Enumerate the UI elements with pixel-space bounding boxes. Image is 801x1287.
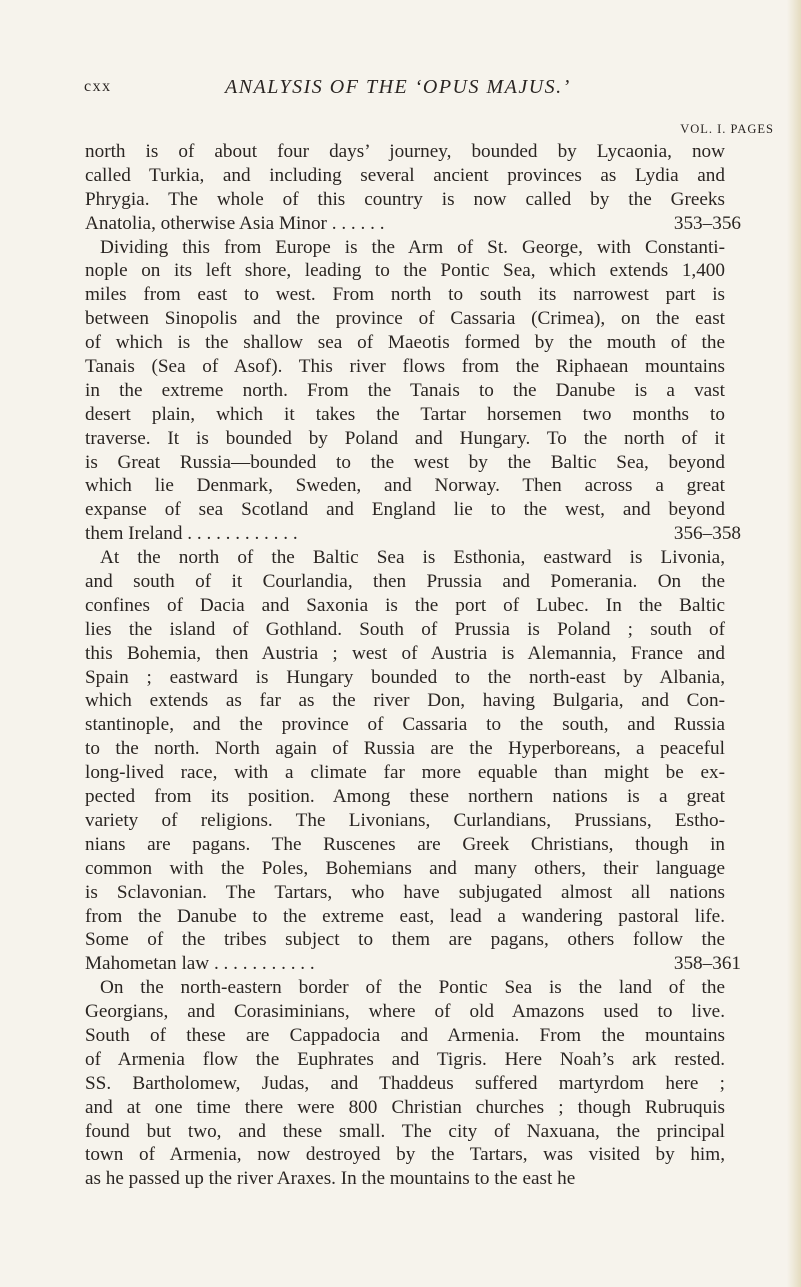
line-text: long-lived race, with a climate far more equable than might be ex-	[85, 762, 725, 784]
line-text: desert plain, which it takes the Tartar horsemen two months to	[85, 403, 725, 425]
text-line	[85, 355, 725, 379]
text-line	[85, 1072, 725, 1096]
line-text: as he passed up the river Araxes. In the mountains to the east he	[85, 1168, 576, 1190]
index-entry-line	[85, 952, 741, 976]
line-text: Some of the tribes subject to them are pagans, others follow the	[85, 929, 725, 951]
line-text: Anatolia, otherwise Asia Minor . . . . . .	[85, 212, 385, 234]
text-line	[85, 881, 725, 905]
line-text: Phrygia. The whole of this country is now called by the Greeks	[85, 188, 725, 210]
text-line	[85, 1048, 725, 1072]
text-line	[85, 1024, 725, 1048]
text-line	[85, 570, 725, 594]
folio-number: cxx	[84, 78, 112, 95]
line-text: confines of Dacia and Saxonia is the port of Lubec. In the Baltic	[85, 594, 725, 616]
line-text: found but two, and these small. The city of Naxuana, the principal	[85, 1120, 725, 1142]
line-text: nians are pagans. The Ruscenes are Greek Christians, though in	[85, 833, 725, 855]
page-title: ANALYSIS OF THE ‘OPUS MAJUS.’	[225, 76, 571, 98]
line-text: them Ireland . . . . . . . . . . . .	[85, 523, 298, 545]
text-line	[85, 259, 725, 283]
line-text: called Turkia, and including several ancient provinces as Lydia and	[85, 164, 725, 186]
line-text: is Sclavonian. The Tartars, who have subjugated almost all nations	[85, 881, 725, 903]
text-line	[85, 1096, 725, 1120]
page-range: 356–358	[673, 523, 741, 545]
line-text: On the north-eastern border of the Pontic Sea is the land of the	[100, 977, 725, 999]
line-text: variety of religions. The Livonians, Curlandians, Prussians, Estho-	[85, 809, 725, 831]
text-line	[85, 140, 725, 164]
line-text: Dividing this from Europe is the Arm of St. George, with Constanti-	[100, 236, 725, 258]
index-entry-line	[85, 212, 741, 236]
text-line	[85, 451, 725, 475]
text-line	[85, 1143, 725, 1167]
body-text	[85, 140, 741, 1191]
page-edge	[787, 0, 801, 1287]
line-text: between Sinopolis and the province of Cassaria (Crimea), on the east	[85, 308, 725, 330]
index-entry-line	[85, 522, 741, 546]
text-line	[85, 642, 725, 666]
text-line	[85, 833, 725, 857]
text-line	[85, 379, 725, 403]
line-text: nople on its left shore, leading to the Pontic Sea, which extends 1,400	[85, 260, 725, 282]
text-line	[85, 331, 725, 355]
text-line	[85, 761, 725, 785]
line-text: Mahometan law . . . . . . . . . . .	[85, 953, 315, 975]
line-text: in the extreme north. From the Tanais to the Danube is a vast	[85, 379, 725, 401]
text-line	[85, 785, 725, 809]
line-text: stantinople, and the province of Cassaria to the south, and Russia	[85, 714, 725, 736]
text-line	[85, 976, 725, 1000]
text-line	[85, 666, 725, 690]
text-line	[85, 1167, 725, 1191]
line-text: traverse. It is bounded by Poland and Hungary. To the north of it	[85, 427, 725, 449]
text-line	[85, 737, 725, 761]
line-text: from the Danube to the extreme east, lead a wandering pastoral life.	[85, 905, 725, 927]
line-text: pected from its position. Among these northern nations is a great	[85, 786, 725, 808]
text-line	[85, 689, 725, 713]
text-line	[85, 427, 725, 451]
text-line	[85, 857, 725, 881]
line-text: South of these are Cappadocia and Armenia. From the mountains	[85, 1024, 725, 1046]
text-line	[85, 546, 725, 570]
line-text: north is of about four days’ journey, bounded by Lycaonia, now	[85, 141, 725, 162]
line-text: common with the Poles, Bohemians and many others, their language	[85, 857, 725, 879]
text-line	[85, 164, 725, 188]
page-range: 358–361	[673, 953, 741, 975]
line-text: which lie Denmark, Sweden, and Norway. Then across a great	[85, 475, 725, 497]
text-line	[85, 928, 725, 952]
text-line	[85, 594, 725, 618]
line-text: of which is the shallow sea of Maeotis formed by the mouth of the	[85, 332, 725, 354]
text-line	[85, 713, 725, 737]
column-label: VOL. I. PAGES	[680, 122, 774, 136]
line-text: town of Armenia, now destroyed by the Tartars, was visited by him,	[85, 1144, 725, 1166]
line-text: of Armenia flow the Euphrates and Tigris. Here Noah’s ark rested.	[85, 1048, 725, 1070]
text-line	[85, 1120, 725, 1144]
line-text: At the north of the Baltic Sea is Esthonia, eastward is Livonia,	[100, 547, 725, 569]
text-line	[85, 236, 725, 260]
line-text: which extends as far as the river Don, having Bulgaria, and Con-	[85, 690, 725, 712]
line-text: Georgians, and Corasiminians, where of old Amazons used to live.	[85, 1001, 725, 1023]
text-line	[85, 905, 725, 929]
line-text: Tanais (Sea of Asof). This river flows from the Riphaean mountains	[85, 356, 725, 378]
line-text: and south of it Courlandia, then Prussia and Pomerania. On the	[85, 571, 725, 593]
running-head	[84, 78, 724, 106]
text-line	[85, 474, 725, 498]
text-line	[85, 188, 725, 212]
line-text: to the north. North again of Russia are the Hyperboreans, a peaceful	[85, 738, 725, 760]
text-line	[85, 618, 725, 642]
text-line	[85, 809, 725, 833]
line-text: is Great Russia—bounded to the west by the Baltic Sea, beyond	[85, 451, 725, 473]
line-text: Spain ; eastward is Hungary bounded to the north-east by Albania,	[85, 666, 725, 688]
line-text: lies the island of Gothland. South of Prussia is Poland ; south of	[85, 618, 725, 640]
line-text: this Bohemia, then Austria ; west of Austria is Alemannia, France and	[85, 642, 725, 664]
text-line	[85, 498, 725, 522]
text-line	[85, 283, 725, 307]
line-text: expanse of sea Scotland and England lie to the west, and beyond	[85, 499, 725, 521]
page-range: 353–356	[673, 212, 741, 234]
line-text: SS. Bartholomew, Judas, and Thaddeus suffered martyrdom here ;	[85, 1072, 725, 1094]
line-text: and at one time there were 800 Christian churches ; though Rubruquis	[85, 1096, 725, 1118]
text-line	[85, 403, 725, 427]
line-text: miles from east to west. From north to south its narrowest part is	[85, 284, 725, 306]
text-line	[85, 307, 725, 331]
text-line	[85, 1000, 725, 1024]
